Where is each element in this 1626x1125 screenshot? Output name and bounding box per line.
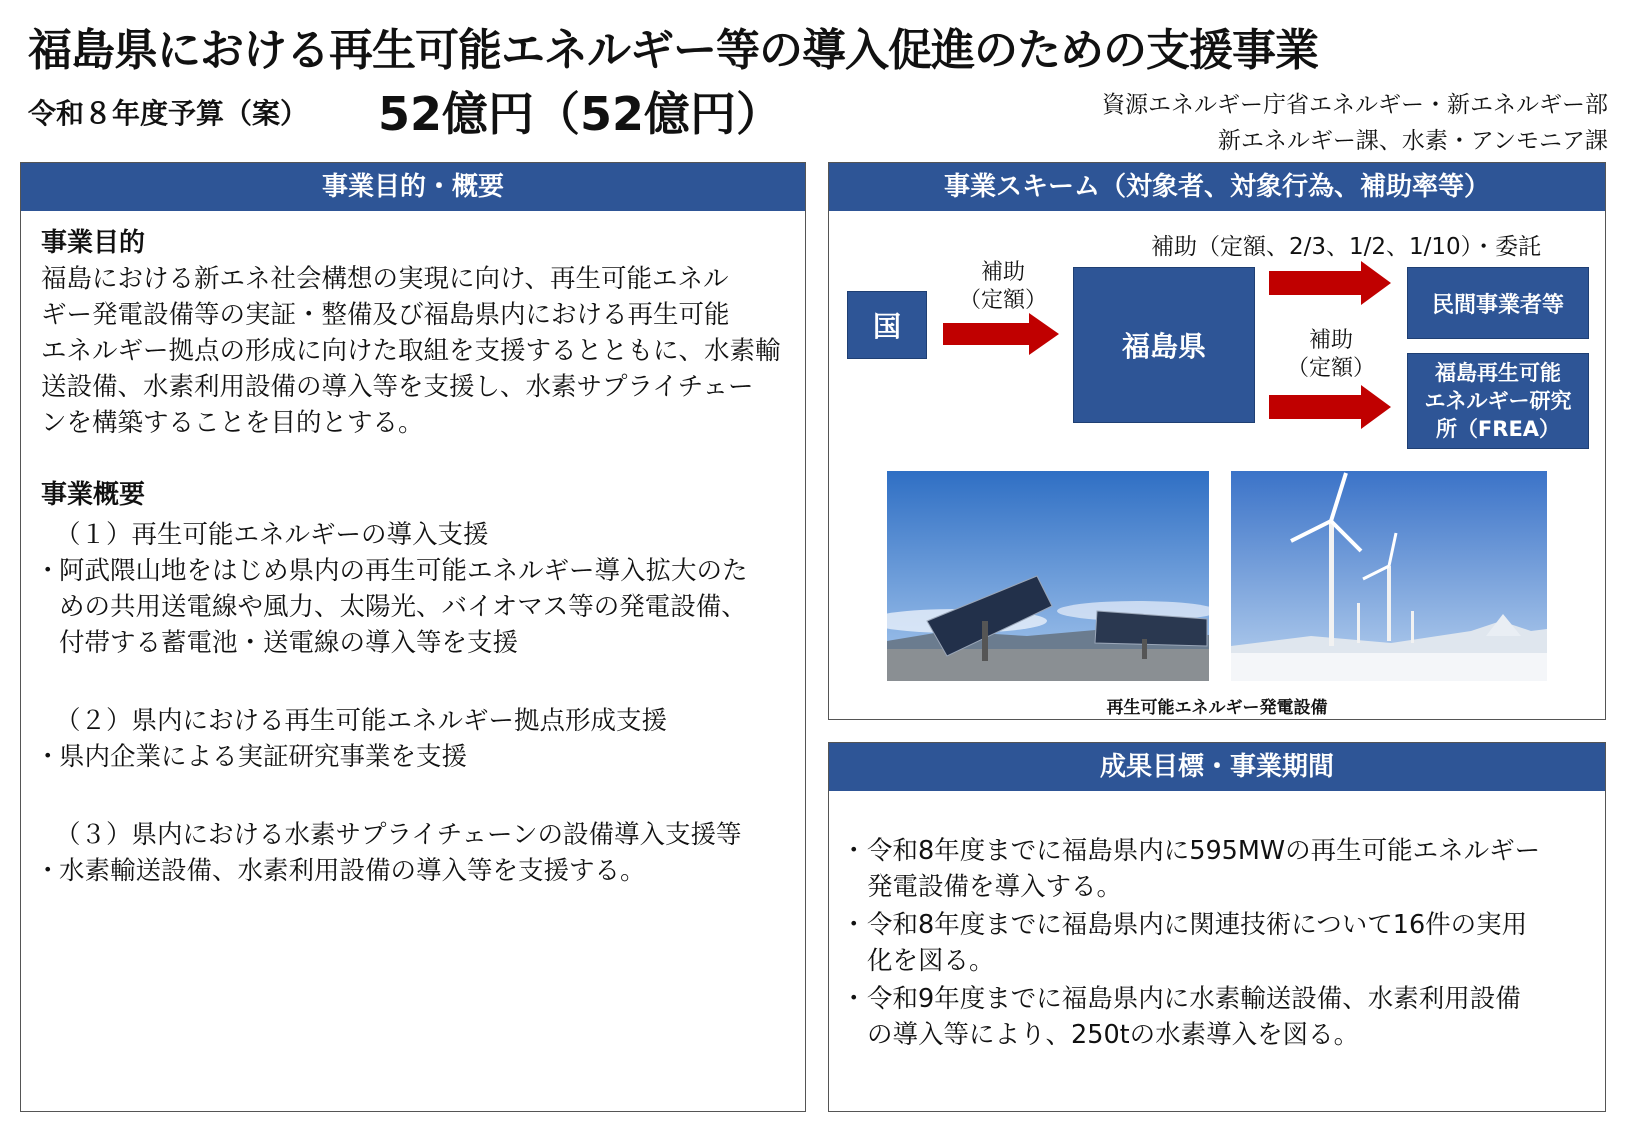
goal-line: 化を図る。: [867, 946, 995, 976]
goal-item: [851, 907, 1591, 979]
box-frea: [1407, 353, 1589, 449]
wind-turbines-photo: [1231, 471, 1547, 681]
goal-period-panel: [828, 742, 1606, 1112]
goal-line: ・ 令和8年度までに福島県内に関連技術について16件の実用: [867, 910, 1528, 940]
purpose-line: ギー発電設備等の実証・整備及び福島県内における再生可能: [41, 300, 730, 330]
department-line-2: 新エネルギー課、水素・アンモニア課: [1217, 128, 1608, 154]
goal-line: ・ 令和9年度までに福島県内に水素輸送設備、水素利用設備: [867, 984, 1521, 1014]
purpose-line: エネルギー拠点の形成に向けた取組を支援するとともに、水素輸: [41, 336, 781, 366]
overview-heading: 事業概要: [41, 480, 146, 510]
scheme-panel: [828, 162, 1606, 720]
goal-line: の導入等により、250tの水素導入を図る。: [867, 1020, 1360, 1050]
subsidy-label-1-line1: 補助: [980, 260, 1025, 285]
frea-line-2: エネルギー研究: [1424, 389, 1572, 413]
overview-item-1-title: （１）再生可能エネルギーの導入支援: [55, 520, 489, 550]
purpose-overview-header: 事業目的・概要: [21, 163, 805, 211]
budget-amount: 52億円（52億円）: [378, 87, 783, 141]
overview-item-2-title: （２）県内における再生可能エネルギー拠点形成支援: [55, 706, 668, 736]
box-private-businesses: 民間事業者等: [1407, 267, 1589, 339]
arrow-prefecture-to-frea: [1269, 385, 1393, 429]
arrow-country-to-prefecture: [943, 313, 1061, 355]
frea-line-1: 福島再生可能: [1435, 361, 1561, 385]
box-country: 国: [847, 291, 927, 359]
goal-item: [851, 833, 1591, 905]
solar-panels-photo: [887, 471, 1209, 681]
subsidy-label-2: [1281, 327, 1381, 383]
bullet-line: 付帯する蓄電池・送電線の導入等を支援: [59, 628, 519, 658]
overview-item-2-bullet: ・ 県内企業による実証研究事業を支援: [41, 739, 787, 775]
goal-item: [851, 981, 1591, 1053]
subsidy-label-1-line2: （定額）: [958, 288, 1047, 313]
scheme-header: 事業スキーム（対象者、対象行為、補助率等）: [829, 163, 1605, 211]
purpose-heading: 事業目的: [41, 228, 146, 258]
goal-list: [829, 791, 1605, 1053]
overview-item-3-bullet: ・ 水素輸送設備、水素利用設備の導入等を支援する。: [41, 853, 787, 889]
purpose-line: 送設備、水素利用設備の導入等を支援し、水素サプライチェー: [41, 372, 754, 402]
goal-line: ・ 令和8年度までに福島県内に595MWの再生可能エネルギー: [867, 836, 1541, 866]
page-title: 福島県における再生可能エネルギー等の導入促進のための支援事業: [28, 25, 1318, 76]
goal-line: 発電設備を導入する。: [867, 872, 1123, 902]
bullet-line: ・ 阿武隈山地をはじめ県内の再生可能エネルギー導入拡大のた: [59, 556, 748, 586]
photo-caption: 再生可能エネルギー発電設備: [1106, 698, 1328, 718]
frea-line-3: 所（FREA）: [1435, 417, 1561, 441]
purpose-line: 福島における新エネ社会構想の実現に向け、再生可能エネル: [41, 264, 729, 294]
purpose-overview-panel: [20, 162, 806, 1112]
subsidy-label-1: [953, 259, 1053, 315]
budget-label: 令和８年度予算（案）: [28, 97, 309, 130]
bullet-line: めの共用送電線や風力、太陽光、バイオマス等の発電設備、: [59, 592, 747, 622]
purpose-line: ンを構築することを目的とする。: [41, 408, 424, 438]
overview-item-3-title: （３）県内における水素サプライチェーンの設備導入支援等: [55, 820, 742, 850]
scheme-top-label: 補助（定額、2/3、1/2、1/10）・委託: [1151, 234, 1542, 260]
goal-period-header: 成果目標・事業期間: [829, 743, 1605, 791]
box-fukushima-prefecture: 福島県: [1073, 267, 1255, 423]
purpose-overview-body: [21, 211, 805, 889]
overview-item-1-bullet: [41, 553, 787, 661]
subsidy-label-2-line1: 補助: [1308, 328, 1353, 353]
arrow-prefecture-to-private: [1269, 261, 1393, 305]
subsidy-label-2-line2: （定額）: [1286, 356, 1375, 381]
department-line-1: 資源エネルギー庁省エネルギー・新エネルギー部: [1102, 92, 1608, 118]
